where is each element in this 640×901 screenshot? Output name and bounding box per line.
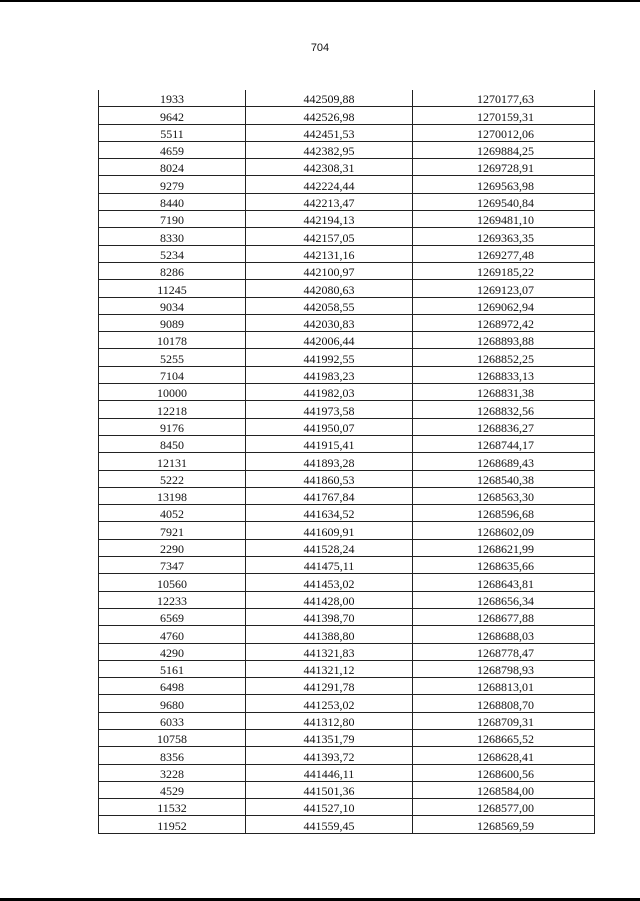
y-coordinate-cell: 1268836,27 [413, 418, 595, 435]
y-coordinate-cell: 1268831,38 [413, 384, 595, 401]
table-row [99, 245, 595, 262]
y-coordinate-cell: 1269185,22 [413, 262, 595, 279]
y-coordinate-cell: 1268893,88 [413, 332, 595, 349]
point-id-cell: 6033 [99, 712, 246, 729]
x-coordinate-cell: 442080,63 [246, 280, 413, 297]
point-id-cell: 10000 [99, 384, 246, 401]
y-coordinate-cell: 1269062,94 [413, 297, 595, 314]
coordinates-table-body [99, 90, 595, 833]
table-row [99, 539, 595, 556]
y-coordinate-cell: 1268584,00 [413, 781, 595, 798]
table-row [99, 349, 595, 366]
point-id-cell: 12218 [99, 401, 246, 418]
point-id-cell: 5222 [99, 470, 246, 487]
y-coordinate-cell: 1268744,17 [413, 435, 595, 452]
table-row [99, 384, 595, 401]
table-row [99, 470, 595, 487]
x-coordinate-cell: 441393,72 [246, 747, 413, 764]
y-coordinate-cell: 1269481,10 [413, 211, 595, 228]
y-coordinate-cell: 1268540,38 [413, 470, 595, 487]
table-row [99, 435, 595, 452]
point-id-cell: 6569 [99, 608, 246, 625]
y-coordinate-cell: 1268569,59 [413, 816, 595, 833]
table-row [99, 781, 595, 798]
table-row [99, 280, 595, 297]
y-coordinate-cell: 1269728,91 [413, 159, 595, 176]
x-coordinate-cell: 441428,00 [246, 591, 413, 608]
x-coordinate-cell: 442308,31 [246, 159, 413, 176]
table-row [99, 591, 595, 608]
point-id-cell: 11952 [99, 816, 246, 833]
table-row [99, 297, 595, 314]
y-coordinate-cell: 1268635,66 [413, 557, 595, 574]
point-id-cell: 4659 [99, 141, 246, 158]
y-coordinate-cell: 1269540,84 [413, 193, 595, 210]
y-coordinate-cell: 1269363,35 [413, 228, 595, 245]
x-coordinate-cell: 442382,95 [246, 141, 413, 158]
y-coordinate-cell: 1268643,81 [413, 574, 595, 591]
point-id-cell: 9279 [99, 176, 246, 193]
point-id-cell: 11532 [99, 799, 246, 816]
x-coordinate-cell: 442131,16 [246, 245, 413, 262]
y-coordinate-cell: 1268972,42 [413, 314, 595, 331]
point-id-cell: 5511 [99, 124, 246, 141]
scan-edge-top [0, 0, 640, 2]
table-row [99, 747, 595, 764]
x-coordinate-cell: 442526,98 [246, 107, 413, 124]
table-row [99, 176, 595, 193]
point-id-cell: 7190 [99, 211, 246, 228]
y-coordinate-cell: 1269277,48 [413, 245, 595, 262]
table-row [99, 159, 595, 176]
y-coordinate-cell: 1269884,25 [413, 141, 595, 158]
table-row [99, 487, 595, 504]
table-row [99, 211, 595, 228]
y-coordinate-cell: 1268577,00 [413, 799, 595, 816]
table-row [99, 366, 595, 383]
y-coordinate-cell: 1270177,63 [413, 90, 595, 107]
y-coordinate-cell: 1268798,93 [413, 660, 595, 677]
table-row [99, 729, 595, 746]
x-coordinate-cell: 441983,23 [246, 366, 413, 383]
table-row [99, 626, 595, 643]
point-id-cell: 4052 [99, 505, 246, 522]
x-coordinate-cell: 442194,13 [246, 211, 413, 228]
x-coordinate-cell: 441446,11 [246, 764, 413, 781]
table-row [99, 262, 595, 279]
point-id-cell: 2290 [99, 539, 246, 556]
point-id-cell: 7104 [99, 366, 246, 383]
point-id-cell: 10758 [99, 729, 246, 746]
x-coordinate-cell: 441321,83 [246, 643, 413, 660]
x-coordinate-cell: 441950,07 [246, 418, 413, 435]
x-coordinate-cell: 441915,41 [246, 435, 413, 452]
point-id-cell: 4290 [99, 643, 246, 660]
x-coordinate-cell: 441351,79 [246, 729, 413, 746]
y-coordinate-cell: 1268563,30 [413, 487, 595, 504]
table-row [99, 557, 595, 574]
x-coordinate-cell: 442100,97 [246, 262, 413, 279]
point-id-cell: 10560 [99, 574, 246, 591]
point-id-cell: 4529 [99, 781, 246, 798]
point-id-cell: 3228 [99, 764, 246, 781]
x-coordinate-cell: 441475,11 [246, 557, 413, 574]
y-coordinate-cell: 1268832,56 [413, 401, 595, 418]
x-coordinate-cell: 441559,45 [246, 816, 413, 833]
table-row [99, 418, 595, 435]
table-row [99, 228, 595, 245]
point-id-cell: 8024 [99, 159, 246, 176]
x-coordinate-cell: 441453,02 [246, 574, 413, 591]
x-coordinate-cell: 441893,28 [246, 453, 413, 470]
x-coordinate-cell: 441321,12 [246, 660, 413, 677]
table-row [99, 816, 595, 833]
x-coordinate-cell: 441398,70 [246, 608, 413, 625]
y-coordinate-cell: 1268602,09 [413, 522, 595, 539]
point-id-cell: 11245 [99, 280, 246, 297]
y-coordinate-cell: 1268833,13 [413, 366, 595, 383]
point-id-cell: 7921 [99, 522, 246, 539]
table-row [99, 608, 595, 625]
table-row [99, 764, 595, 781]
table-row [99, 90, 595, 107]
table-row [99, 799, 595, 816]
y-coordinate-cell: 1268689,43 [413, 453, 595, 470]
y-coordinate-cell: 1268808,70 [413, 695, 595, 712]
y-coordinate-cell: 1268709,31 [413, 712, 595, 729]
x-coordinate-cell: 442509,88 [246, 90, 413, 107]
x-coordinate-cell: 441634,52 [246, 505, 413, 522]
x-coordinate-cell: 441992,55 [246, 349, 413, 366]
x-coordinate-cell: 441973,58 [246, 401, 413, 418]
table-row [99, 314, 595, 331]
point-id-cell: 9642 [99, 107, 246, 124]
table-row [99, 124, 595, 141]
table-row [99, 643, 595, 660]
table-row [99, 401, 595, 418]
x-coordinate-cell: 441767,84 [246, 487, 413, 504]
point-id-cell: 4760 [99, 626, 246, 643]
point-id-cell: 9680 [99, 695, 246, 712]
point-id-cell: 10178 [99, 332, 246, 349]
y-coordinate-cell: 1268813,01 [413, 678, 595, 695]
y-coordinate-cell: 1268778,47 [413, 643, 595, 660]
y-coordinate-cell: 1269563,98 [413, 176, 595, 193]
y-coordinate-cell: 1268665,52 [413, 729, 595, 746]
point-id-cell: 9089 [99, 314, 246, 331]
x-coordinate-cell: 442213,47 [246, 193, 413, 210]
table-row [99, 695, 595, 712]
point-id-cell: 1933 [99, 90, 246, 107]
table-row [99, 453, 595, 470]
y-coordinate-cell: 1269123,07 [413, 280, 595, 297]
y-coordinate-cell: 1268621,99 [413, 539, 595, 556]
table-row [99, 660, 595, 677]
point-id-cell: 12233 [99, 591, 246, 608]
table-row [99, 107, 595, 124]
x-coordinate-cell: 442224,44 [246, 176, 413, 193]
y-coordinate-cell: 1268656,34 [413, 591, 595, 608]
table-row [99, 522, 595, 539]
x-coordinate-cell: 442006,44 [246, 332, 413, 349]
y-coordinate-cell: 1268596,68 [413, 505, 595, 522]
y-coordinate-cell: 1270159,31 [413, 107, 595, 124]
x-coordinate-cell: 441291,78 [246, 678, 413, 695]
x-coordinate-cell: 441501,36 [246, 781, 413, 798]
y-coordinate-cell: 1268628,41 [413, 747, 595, 764]
table-row [99, 712, 595, 729]
table-row [99, 193, 595, 210]
y-coordinate-cell: 1268852,25 [413, 349, 595, 366]
point-id-cell: 5161 [99, 660, 246, 677]
point-id-cell: 8356 [99, 747, 246, 764]
x-coordinate-cell: 441253,02 [246, 695, 413, 712]
point-id-cell: 8440 [99, 193, 246, 210]
x-coordinate-cell: 442451,53 [246, 124, 413, 141]
point-id-cell: 5255 [99, 349, 246, 366]
y-coordinate-cell: 1268688,03 [413, 626, 595, 643]
page-number: 704 [310, 42, 330, 54]
point-id-cell: 12131 [99, 453, 246, 470]
x-coordinate-cell: 441527,10 [246, 799, 413, 816]
x-coordinate-cell: 442030,83 [246, 314, 413, 331]
table-row [99, 332, 595, 349]
point-id-cell: 6498 [99, 678, 246, 695]
y-coordinate-cell: 1268600,56 [413, 764, 595, 781]
y-coordinate-cell: 1268677,88 [413, 608, 595, 625]
point-id-cell: 9176 [99, 418, 246, 435]
point-id-cell: 13198 [99, 487, 246, 504]
point-id-cell: 5234 [99, 245, 246, 262]
point-id-cell: 8286 [99, 262, 246, 279]
table-row [99, 505, 595, 522]
x-coordinate-cell: 441312,80 [246, 712, 413, 729]
coordinates-table [98, 90, 595, 834]
y-coordinate-cell: 1270012,06 [413, 124, 595, 141]
x-coordinate-cell: 441860,53 [246, 470, 413, 487]
table-row [99, 574, 595, 591]
point-id-cell: 9034 [99, 297, 246, 314]
x-coordinate-cell: 441528,24 [246, 539, 413, 556]
x-coordinate-cell: 441982,03 [246, 384, 413, 401]
table-row [99, 141, 595, 158]
point-id-cell: 7347 [99, 557, 246, 574]
point-id-cell: 8330 [99, 228, 246, 245]
x-coordinate-cell: 441609,91 [246, 522, 413, 539]
x-coordinate-cell: 442157,05 [246, 228, 413, 245]
x-coordinate-cell: 441388,80 [246, 626, 413, 643]
point-id-cell: 8450 [99, 435, 246, 452]
x-coordinate-cell: 442058,55 [246, 297, 413, 314]
table-row [99, 678, 595, 695]
